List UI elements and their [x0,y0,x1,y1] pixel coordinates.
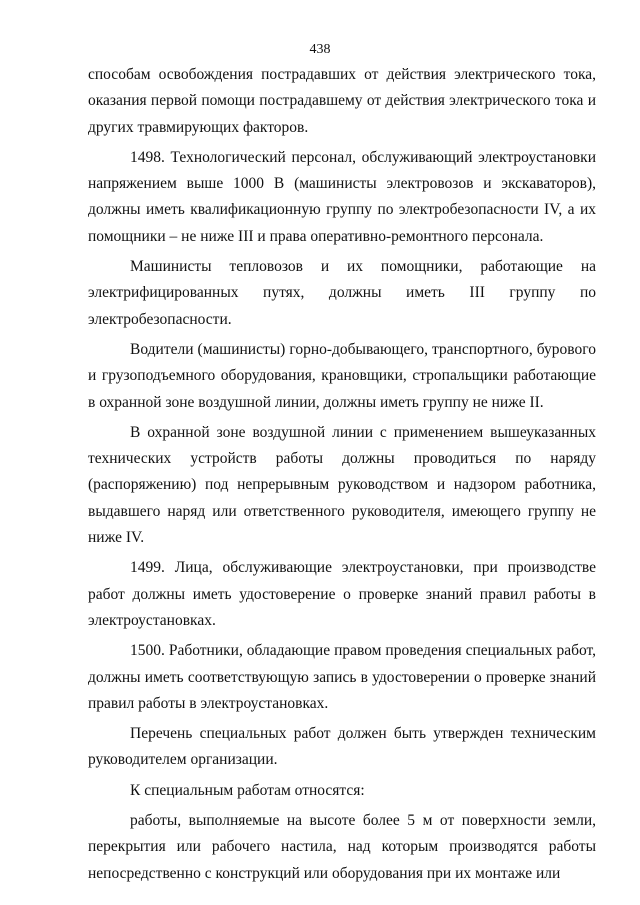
paragraph-equipment-drivers: Водители (машинисты) горно-добывающего, транспортного, бурового и грузоподъемного оборудования, крановщики, стропальщики работающие в охранной зоне воздушной линии, должны иметь группу не ниже II. [88,340,596,411]
paragraph-1499: 1499. Лица, обслуживающие электроустановки, при производстве работ должны иметь удостоверение о проверке знаний правил работы в электроустановках. [88,559,596,629]
paragraph-1498: 1498. Технологический персонал, обслуживающий электроустановки напряжением выше 1000 В (машинисты электровозов и экскаваторов), должны иметь квалификационную группу по электробезопасности IV, а их помощники – не ниже III и права оперативно-ремонтного персонала. [88,148,596,245]
paragraph-locomotive-drivers: Машинисты тепловозов и их помощники, работающие на электрифицированных путях, должны иметь III группу по электробезопасности. [88,258,596,328]
paragraph-special-works-list: Перечень специальных работ должен быть утвержден техническим руководителем организации. [88,725,596,769]
paragraph-special-works-intro: К специальным работам относятся: [130,781,365,799]
paragraph-1500: 1500. Работники, обладающие правом проведения специальных работ, должны иметь соответствующую запись в удостоверении о проверке знаний правил работы в электроустановках. [88,642,596,712]
paragraph-protection-zone: В охранной зоне воздушной линии с применением вышеуказанных технических устройств работы должны проводиться по наряду (распоряжению) под непрерывным руководством и надзором работника, выдавшего наряд или ответственного руководителя, имеющего группу не ниже IV. [88,423,596,547]
paragraph-height-works: работы, выполняемые на высоте более 5 м от поверхности земли, перекрытия или рабочего настила, над которым производятся работы непосредственно с конструкций или оборудования при их монтаже или [88,812,596,882]
page-number: 438 [309,42,331,57]
paragraph-continuation: способам освобождения пострадавших от действия электрического тока, оказания первой помощи пострадавшему от действия электрического тока и других травмирующих факторов. [88,66,596,136]
document-body [88,62,596,891]
